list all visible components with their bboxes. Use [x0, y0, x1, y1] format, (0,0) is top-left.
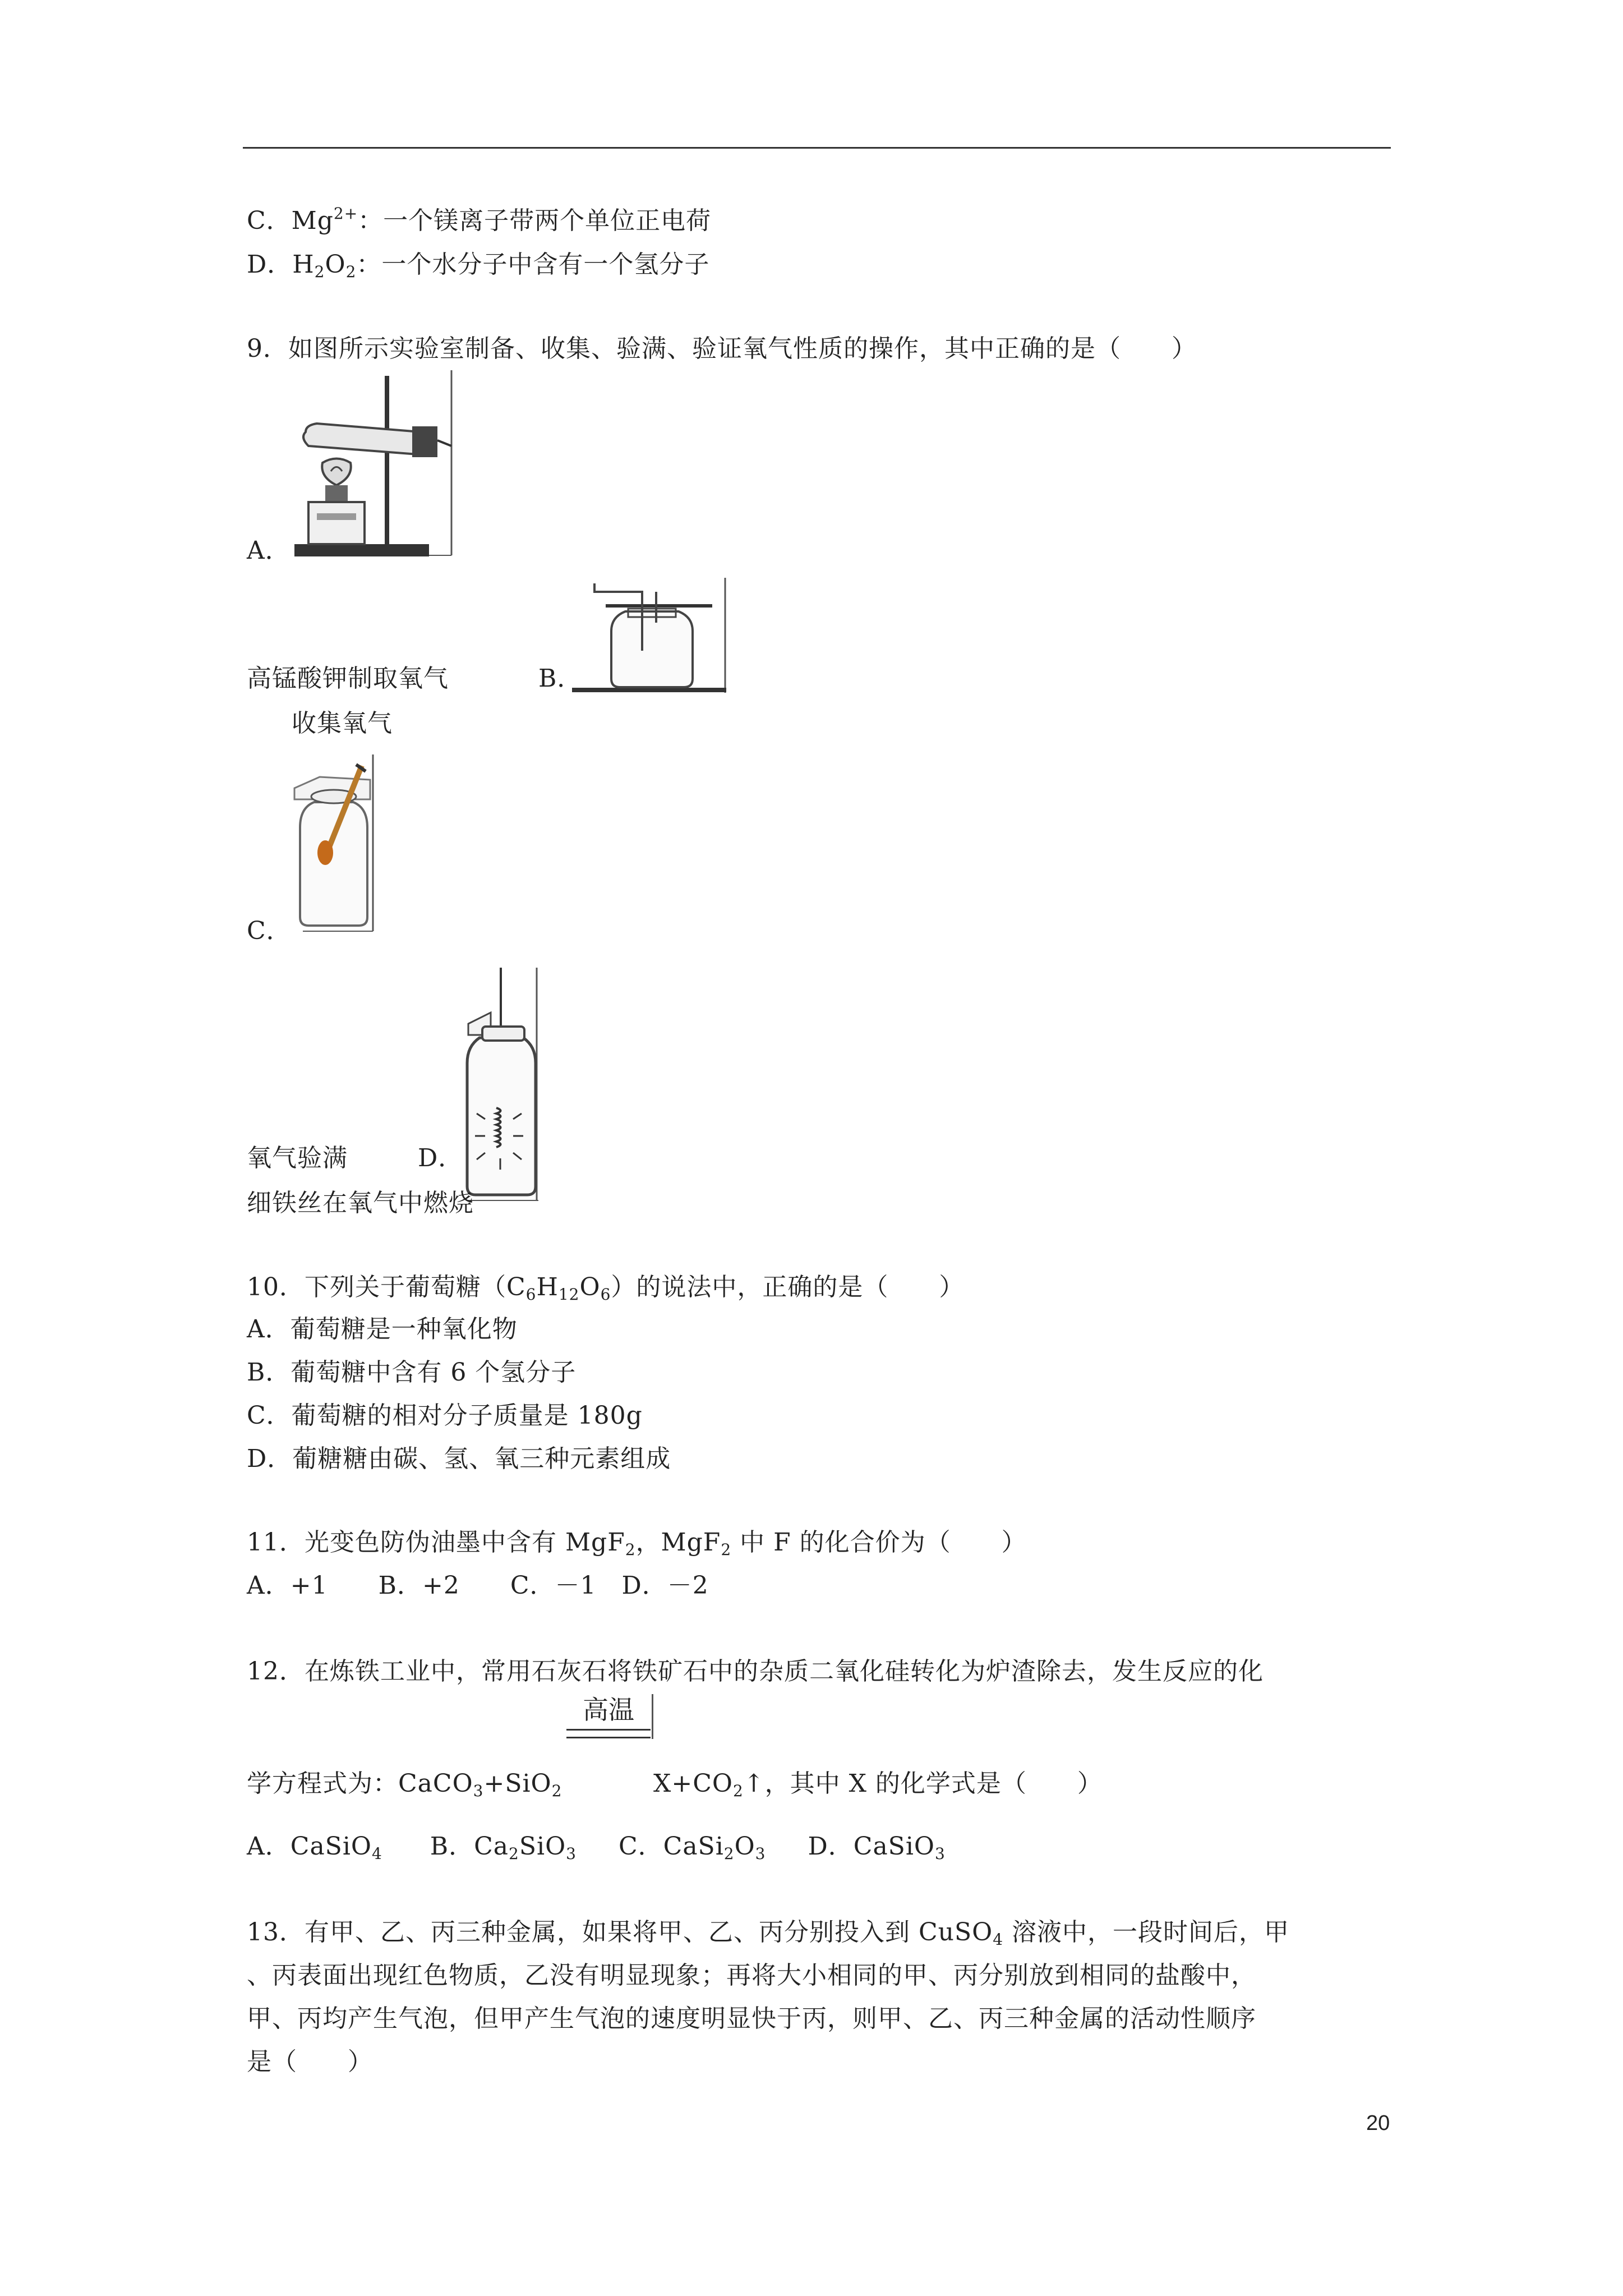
q12-option-d: D．CaSiO$_3$ — [808, 1832, 946, 1863]
q9-label-d: D． — [418, 1144, 464, 1172]
q12-options — [247, 1830, 946, 1864]
condition-line-bottom — [566, 1737, 651, 1738]
q11-options: A．+1 B．+2 C．－1 D．－2 — [247, 1571, 709, 1600]
q9-caption-d: 细铁丝在氧气中燃烧 — [247, 1189, 474, 1217]
q12-option-a: A．CaSiO$_4$ — [247, 1832, 382, 1863]
figure-b-gas-collection-bottle — [572, 578, 729, 696]
q9-caption-c: 氧气验满 — [247, 1144, 348, 1172]
figure-c-oxygen-check-bottle — [286, 754, 376, 934]
q8-option-c: C．$Mg^{2+}$：一个镁离子带两个单位正电荷 — [247, 204, 712, 235]
q9-label-a: A． — [247, 536, 291, 565]
figure-d-iron-wire-burning — [457, 968, 541, 1203]
q12-line1: 12．在炼铁工业中，常用石灰石将铁矿石中的杂质二氧化硅转化为炉渣除去，发生反应的化 — [247, 1657, 1264, 1686]
q10-option-c: C．葡萄糖的相对分子质量是 180g — [247, 1401, 643, 1430]
q13-line4: 是（ ） — [247, 2047, 373, 2076]
q9-caption-a: 高锰酸钾制取氧气 — [247, 664, 449, 693]
q12-option-c: C．$CaSi_2O_3$ — [618, 1832, 766, 1863]
q8-option-d: D．$H_2O_2$：一个水分子中含有一个氢分子 — [247, 250, 710, 281]
page-number: 20 — [1366, 2111, 1390, 2135]
q12-option-b: B．$Ca_2SiO_3$ — [430, 1832, 577, 1863]
reaction-condition — [566, 1694, 651, 1756]
condition-edge — [652, 1694, 653, 1739]
q9-label-b: B． — [538, 664, 583, 693]
q11-stem: 11．光变色防伪油墨中含有 MgF$_2$，MgF$_2$ 中 F 的化合价为（ ） — [247, 1528, 1027, 1559]
condition-line-top — [566, 1729, 651, 1731]
condition-label: 高温 — [583, 1695, 634, 1725]
q10-stem: 10．下列关于葡萄糖$(C_6H_{12}O_6)$的说法中，正确的是（ ） — [247, 1273, 965, 1304]
q10-option-d: D．葡糖糖由碳、氢、氧三种元素组成 — [247, 1444, 671, 1473]
q10-option-b: B．葡萄糖中含有 6 个氢分子 — [247, 1358, 577, 1387]
q13-line2: 、丙表面出现红色物质，乙没有明显现象；再将大小相同的甲、丙分别放到相同的盐酸中， — [247, 1961, 1256, 1990]
q9-label-c: C． — [247, 917, 292, 945]
q13-line3: 甲、丙均产生气泡，但甲产生气泡的速度明显快于丙，则甲、乙、丙三种金属的活动性顺序 — [247, 2004, 1256, 2033]
q10-option-a: A．葡萄糖是一种氧化物 — [247, 1315, 518, 1343]
header-rule — [243, 147, 1391, 149]
q9-stem: 9．如图所示实验室制备、收集、验满、验证氧气性质的操作，其中正确的是（ ） — [247, 334, 1197, 363]
q9-caption-b: 收集氧气 — [292, 709, 393, 738]
q12-equation-right: $X+CO_2↑$，其中 X 的化学式是（ ） — [653, 1769, 1103, 1800]
q12-equation-left: 学方程式为：CaCO$_3$+SiO$_2$ — [247, 1769, 562, 1800]
q13-line1: 13．有甲、乙、丙三种金属，如果将甲、乙、丙分别投入到 CuSO$_4$ 溶液中，一段时间后，甲 — [247, 1918, 1290, 1949]
figure-a-heating-apparatus — [283, 370, 457, 561]
